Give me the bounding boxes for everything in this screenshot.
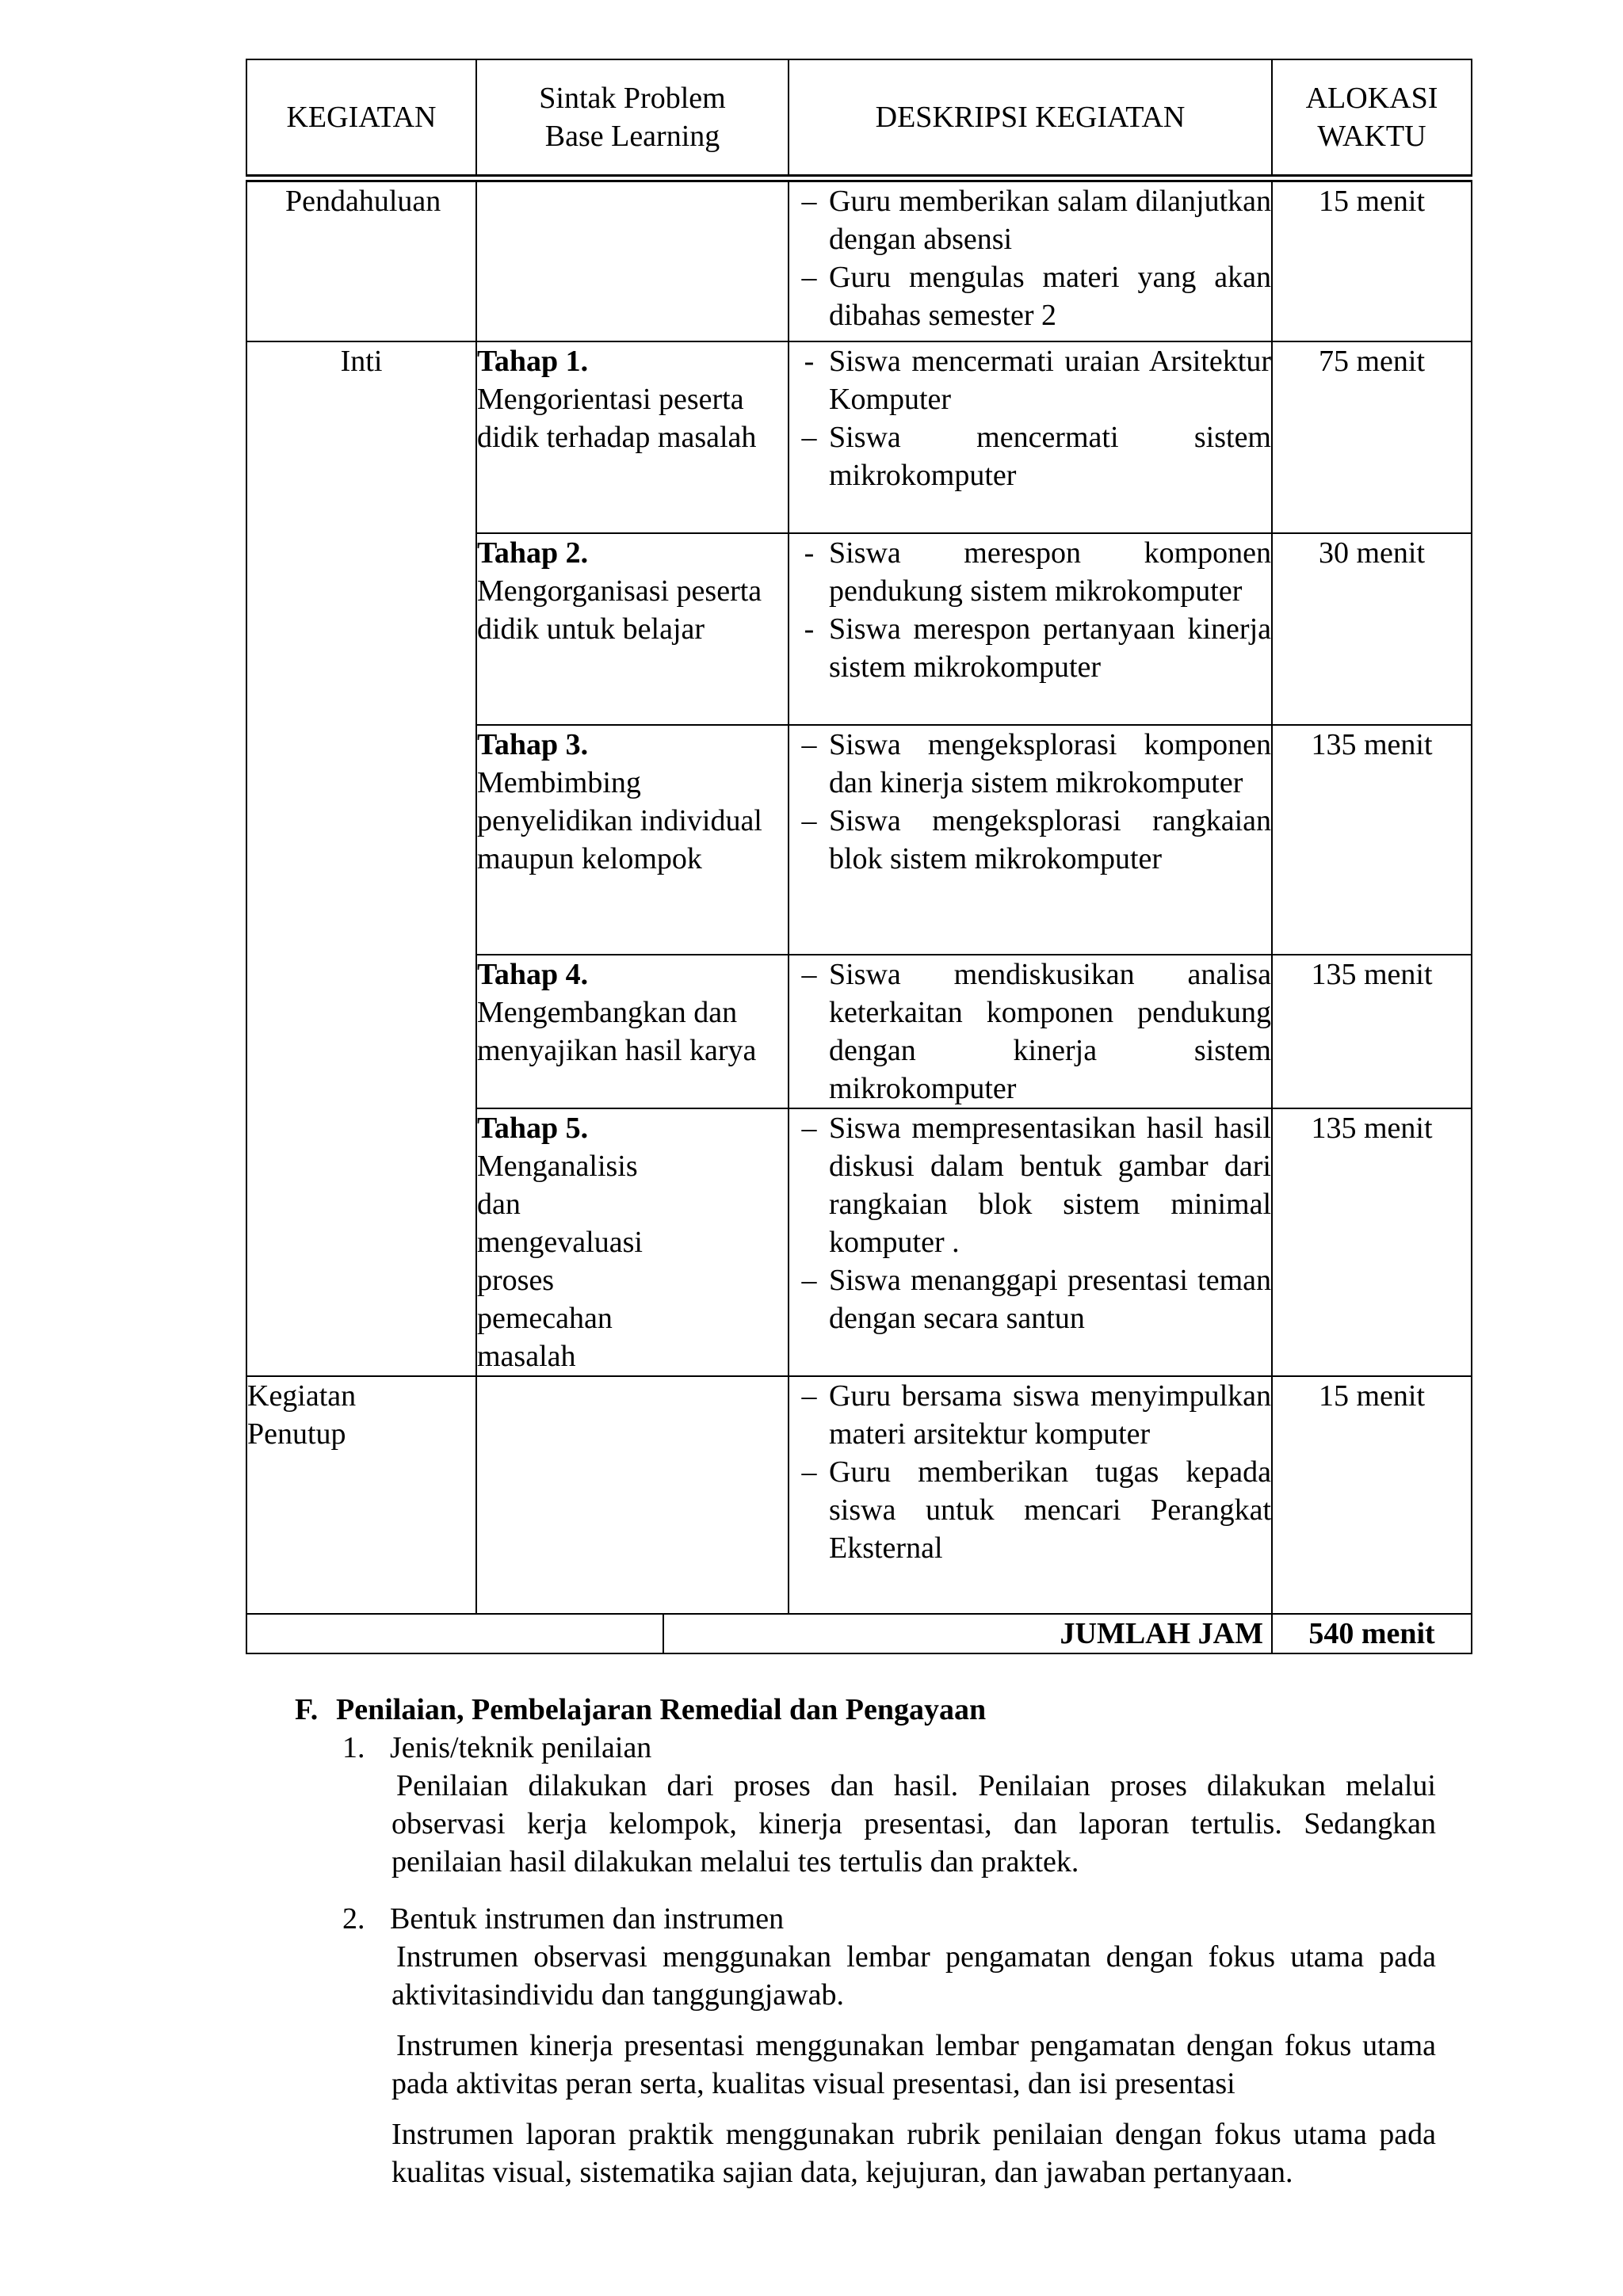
item-marker: – (801, 1264, 817, 1297)
total-value: 540 menit (1272, 1614, 1472, 1653)
subsection-title-text: Bentuk instrumen dan instrumen (390, 1902, 785, 1936)
item-marker: - (804, 612, 815, 646)
item-text: Siswa mempresentasikan hasil hasil diskusi dalam bentuk gambar dari rangkaian blok sistem minimal komputer . (829, 1112, 1271, 1259)
sintak-empty (476, 178, 789, 341)
sintak-tahap-1 (476, 341, 789, 533)
subsection-1-title (342, 1729, 1436, 1767)
tahap-desc: Mengorientasi peserta didik terhadap masalah (477, 383, 757, 454)
list-item (789, 258, 1271, 334)
paragraph: Penilaian dilakukan dari proses dan hasil. Penilaian proses dilakukan melalui observasi kerja kelompok, kinerja presentasi, dan laporan tertulis. Sedangkan penilaian hasil dilakukan melalui tes tertulis dan praktek. (391, 1769, 1436, 1878)
tahap-desc: Mengembangkan dan menyajikan hasil karya (477, 996, 757, 1067)
item-text: Guru mengulas materi yang akan dibahas semester 2 (829, 261, 1271, 332)
section-title (295, 1691, 1436, 1729)
header-alokasi (1272, 59, 1472, 178)
list-item (789, 955, 1271, 1108)
row-pendahuluan (246, 178, 1472, 341)
desc-tahap-4 (789, 955, 1272, 1108)
sintak-empty (476, 1376, 789, 1614)
item-text: Guru bersama siswa menyimpulkan materi arsitektur komputer (829, 1379, 1271, 1451)
list-item (789, 182, 1271, 258)
waktu-penutup: 15 menit (1272, 1376, 1472, 1614)
waktu-tahap-2: 30 menit (1272, 533, 1472, 725)
tahap-desc: Menganalisis dan mengevaluasi proses pemecahan masalah (477, 1150, 643, 1373)
desc-tahap-3 (789, 725, 1272, 955)
paragraph: Instrumen observasi menggunakan lembar pengamatan dengan fokus utama pada aktivitasindividu dan tanggungjawab. (391, 1940, 1436, 2012)
header-deskripsi: DESKRIPSI KEGIATAN (789, 59, 1272, 178)
item-text: Siswa mencermati uraian Arsitektur Komputer (829, 345, 1271, 416)
total-empty (246, 1614, 663, 1653)
table-header-row (246, 59, 1472, 178)
kegiatan-penutup (246, 1376, 476, 1614)
subsection-number: 1. (342, 1731, 365, 1764)
list-item (789, 418, 1271, 494)
header-alokasi-text: ALOKASI WAKTU (1305, 82, 1438, 153)
item-text: Guru memberikan salam dilanjutkan dengan absensi (829, 185, 1271, 256)
waktu-tahap-3: 135 menit (1272, 725, 1472, 955)
kegiatan-table (246, 59, 1472, 1654)
item-text: Siswa mendiskusikan analisa keterkaitan komponen pendukung dengan kinerja sistem mikrokomputer (829, 958, 1271, 1105)
sintak-tahap-5 (476, 1108, 789, 1376)
item-text: Siswa merespon komponen pendukung sistem mikrokomputer (829, 536, 1271, 608)
waktu-pendahuluan: 15 menit (1272, 178, 1472, 341)
subsection-title-text: Jenis/teknik penilaian (390, 1731, 652, 1764)
list-item (789, 1453, 1271, 1567)
total-label: JUMLAH JAM (663, 1614, 1272, 1653)
waktu-tahap-4: 135 menit (1272, 955, 1472, 1108)
item-marker: – (801, 804, 817, 837)
tahap-title: Tahap 4. (477, 958, 589, 991)
desc-penutup (789, 1376, 1272, 1614)
list-item (789, 1109, 1271, 1261)
sintak-tahap-3 (476, 725, 789, 955)
kegiatan-penutup-text: Kegiatan Penutup (247, 1379, 357, 1451)
item-marker: – (801, 185, 817, 218)
waktu-tahap-1: 75 menit (1272, 341, 1472, 533)
kegiatan-inti: Inti (246, 341, 476, 1376)
row-total (246, 1614, 1472, 1653)
item-text: Siswa merespon pertanyaan kinerja sistem mikrokomputer (829, 612, 1271, 684)
item-marker: - (804, 345, 815, 378)
item-text: Siswa menanggapi presentasi teman dengan secara santun (829, 1264, 1271, 1335)
tahap-title: Tahap 1. (477, 345, 589, 378)
tahap-title: Tahap 5. (477, 1112, 589, 1145)
row-penutup (246, 1376, 1472, 1614)
item-marker: – (801, 728, 817, 761)
item-marker: – (801, 1379, 817, 1413)
tahap-title: Tahap 3. (477, 728, 589, 761)
header-sintak-text: Sintak Problem Base Learning (539, 82, 726, 153)
header-kegiatan: KEGIATAN (246, 59, 476, 178)
desc-tahap-5 (789, 1108, 1272, 1376)
item-marker: - (804, 536, 815, 570)
item-marker: – (801, 421, 817, 454)
desc-pendahuluan (789, 178, 1272, 341)
item-text: Siswa mengeksplorasi komponen dan kinerja sistem mikrokomputer (829, 728, 1271, 799)
item-marker: – (801, 1455, 817, 1489)
tahap-desc: Mengorganisasi peserta didik untuk belajar (477, 574, 762, 646)
section-title-text: Penilaian, Pembelajaran Remedial dan Pengayaan (336, 1693, 987, 1726)
desc-tahap-1 (789, 341, 1272, 533)
item-text: Siswa mencermati sistem mikrokomputer (829, 421, 1271, 492)
kegiatan-pendahuluan: Pendahuluan (246, 178, 476, 341)
tahap-desc: Membimbing penyelidikan individual maupun kelompok (477, 766, 762, 875)
row-tahap-1 (246, 341, 1472, 533)
item-text: Siswa mengeksplorasi rangkaian blok sistem mikrokomputer (829, 804, 1271, 875)
subsection-2-title (342, 1900, 1436, 1938)
item-text: Guru memberikan tugas kepada siswa untuk mencari Perangkat Eksternal (829, 1455, 1271, 1565)
paragraph: Instrumen laporan praktik menggunakan rubrik penilaian dengan fokus utama pada kualitas visual, sistematika sajian data, kejujuran, dan jawaban pertanyaan. (391, 2118, 1436, 2189)
section-letter: F. (295, 1693, 319, 1726)
desc-tahap-2 (789, 533, 1272, 725)
sintak-tahap-4 (476, 955, 789, 1108)
subsection-number: 2. (342, 1902, 365, 1936)
item-marker: – (801, 1112, 817, 1145)
list-item (789, 610, 1271, 686)
list-item (789, 1261, 1271, 1337)
header-sintak (476, 59, 789, 178)
item-marker: – (801, 958, 817, 991)
sintak-tahap-2 (476, 533, 789, 725)
waktu-tahap-5: 135 menit (1272, 1108, 1472, 1376)
tahap-title: Tahap 2. (477, 536, 589, 570)
list-item (789, 726, 1271, 802)
list-item (789, 342, 1271, 418)
section-f (295, 1691, 1436, 2191)
paragraph: Instrumen kinerja presentasi menggunakan lembar pengamatan dengan fokus utama pada aktivitas peran serta, kualitas visual presentasi, dan isi presentasi (391, 2029, 1436, 2100)
list-item (789, 1377, 1271, 1453)
item-marker: – (801, 261, 817, 294)
list-item (789, 802, 1271, 878)
list-item (789, 534, 1271, 610)
